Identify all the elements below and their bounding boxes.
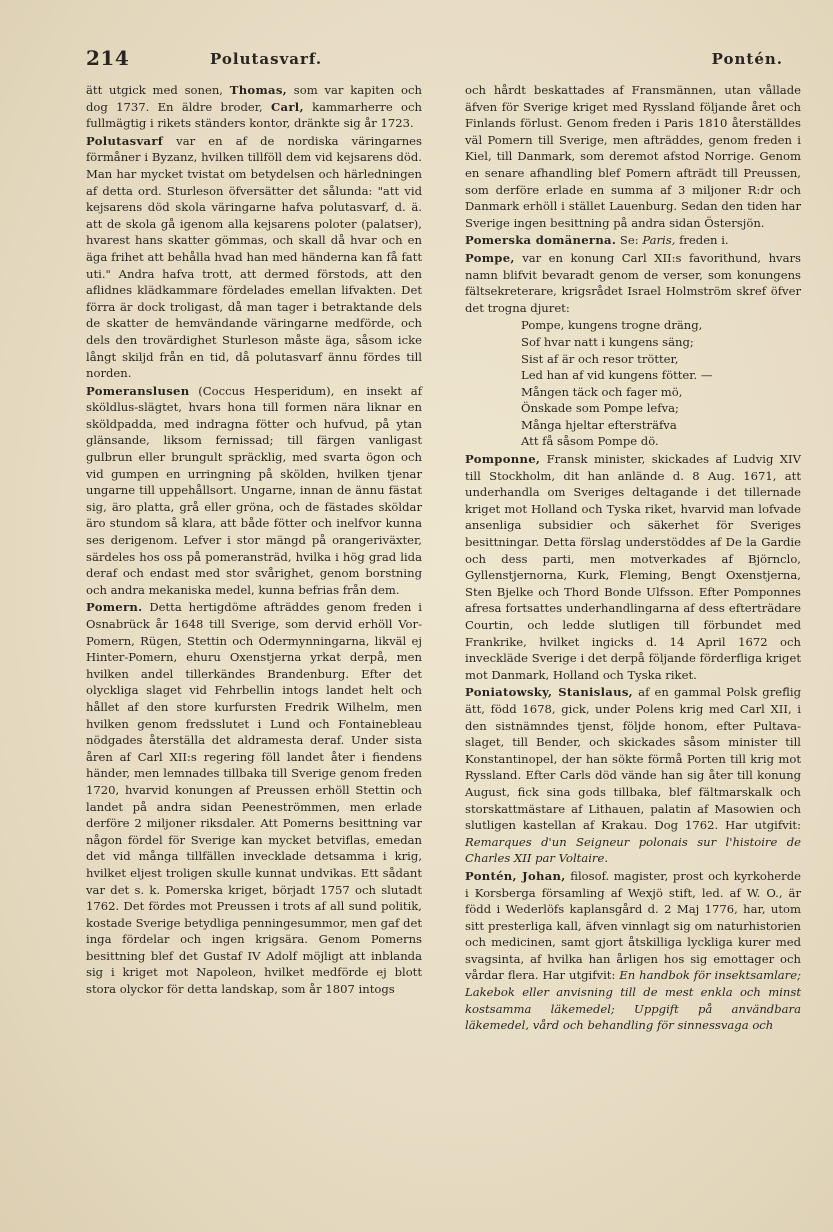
entry-text: Fransk minister, skickades af Ludvig XIV till Stockholm, dit han anlände d. 8 Aug. 1671, att underhandla om Sveriges deltagande i det tillernade kriget mot Holland och Tyska riket, hvarvid man lofvade ansenliga subsidier och säkerhet för Sveriges besittningar. Detta förslag understöddes af De la Gardie och dess parti, men motverkades af Björnclo, Gyllenstjernorna, Kurk, Fleming, Bengt Oxenstjerna, Sten Bjelke och Thord Bonde Ulfsson. Efter Pomponnes afresa fortsattes underhandlingarna af dess efterträdare Courtin, och ledde slutligen till förbundet med Frankrike, hvilket ingicks d. 14 April 1672 och inveckläde Sverige i det derpå följande förderfliga kriget mot Danmark, Holland och Tyska riket.	[465, 452, 801, 682]
poem-line: Sof hvar natt i kungens säng;	[521, 334, 694, 349]
headword: Pomern.	[86, 600, 143, 615]
entry-ponten	[465, 868, 801, 1034]
text-run: som var kapiten och dog 1737. En äldre broder,	[86, 83, 422, 114]
entry-text: var en konung Carl XII:s favorithund, hvars namn blifvit bevaradt genom de verser, som konungens fältsekreterare, krigsrådet Israel Holmström skref öfver det trogna djuret:	[465, 250, 801, 315]
running-head-right: Pontén.	[711, 50, 783, 68]
page-number: 214	[86, 46, 130, 70]
headword: Pomponne,	[465, 452, 541, 467]
poem-line: Många hjeltar eftersträfva	[521, 417, 677, 432]
columns	[86, 82, 801, 1034]
headword-name: Thomas,	[229, 83, 287, 97]
headword: Polutasvarf	[86, 133, 164, 148]
text-run: freden i.	[675, 233, 729, 248]
text-run: Se:	[616, 233, 643, 248]
entry-continuation	[86, 82, 422, 132]
entry-pomponne	[465, 451, 801, 683]
headword-name: Carl,	[271, 99, 304, 114]
poem-line: Att få såsom Pompe dö.	[521, 434, 659, 449]
book-title: Remarques d'un Seigneur polonais sur l'histoire de Charles XII par Voltaire.	[465, 834, 801, 866]
poem-line: Mången täck och fager mö,	[521, 384, 683, 399]
poem-line: Sist af är och resor trötter,	[521, 351, 679, 366]
poem	[521, 317, 801, 450]
headword: Pompe,	[465, 250, 515, 265]
poem-line: Önskade som Pompe lefva;	[521, 401, 679, 416]
page-header	[86, 46, 801, 78]
entry-polutasvarf	[86, 133, 422, 382]
headword: Pomerska domänerna.	[465, 233, 617, 248]
entry-text: var en af de nordiska väringarnes förmåner i Byzanz, hvilken tillföll dem vid kejsarens död. Man har mycket tvistat om betydelsen och härledningen af detta ord. Sturleson öfversätter det sålunda: "att vid kejsarens död skola väringarne hafva polutasvarf, d. ä. att de skola gå igenom alla kejsarens poloter (palatser), hvarest hans skatter gömmas, och skall då hvar och en äga frihet att behålla hvad han med händerna kan få fatt uti." Andra hafva trott, att dermed förstods, att den aflidnes klädkammare fördelades emellan lifvakten. Det förra är dock troligast, då man tager i betraktande dels de skatter de hemvändande väringarne medförde, och dels den trovärdighet Sturleson måste äga, såsom icke långt skiljd från en tid, då polutasvarf ännu fördes till norden.	[86, 133, 422, 381]
cross-reference: Paris,	[642, 233, 676, 248]
headword: Poniatowsky, Stanislaus,	[465, 685, 634, 700]
entry-poniatowsky	[465, 684, 801, 867]
entry-text: Detta hertigdöme afträddes genom freden i Osnabrück år 1648 till Sverige, som dervid erhöll Vor-Pomern, Rügen, Stettin och Odermynningarna, likväl ej Hinter-Pomern, ehuru Oxenstjerna yrkat derpå, men hvilken andel tillerkändes Brandenburg. Efter det olyckliga slaget vid Fehrbellin intogs landet helt och hållet af den store kurfursten Fredrik Wilhelm, men hvilken genom fredsslutet i Lund och Fontainebleau nödgades återställa det aldramesta deraf. Under sista åren af Carl XII:s regering föll landet åter i fiendens händer, men lemnades tillbaka till Sverige genom freden 1720, hvarvid konungen af Preussen erhöll Stettin och landet på andra sidan Peeneströmmen, men erlade derföre 2 miljoner riksdaler. Att Pomerns besittning var någon fördel för Sverige kan mycket betviflas, emedan det vid många tillfällen invecklade detsamma i krig, hvilket eljest troligen skulle kunnat undvikas. Ett sådant var det s. k. Pomerska kriget, börjadt 1757 och slutadt 1762. Det fördes mot Preussen i trots af all sund politik, kostade Sverige betydliga penningesummor, men gaf det inga fördelar och ingen krigsära. Genom Pomerns besittning blef det Gustaf IV Adolf möjligt att inblanda sig i kriget mot Napoleon, hvilket medförde ej blott stora olyckor för detta landskap, som år 1807 intogs	[86, 600, 422, 997]
poem-line: Led han af vid kungens fötter. —	[521, 368, 713, 383]
entry-text: af en gammal Polsk grefl̈ig ätt, född 1678, gick, under Polens krig med Carl XII, i den sistnämndes tjenst, följde honom, efter Pultava-slaget, till Bender, och skickades såsom minister till Konstantinopel, der han sökte förmå Porten till krig mot Ryssland. Efter Carls död vände han sig åter till konung August, fick sina gods tillbaka, blef fältmarskalk och storskattmästare af Lithauen, palatin af Masowien och slutligen kastellan af Krakau. Dog 1762. Har utgifvit:	[465, 685, 801, 833]
entry-pomern	[86, 599, 422, 997]
entry-text: filosof. magister, prost och kyrkoherde i Korsberga församling af Wexjö stift, led. af W. O., är född i Wederlöfs kaplansgård d. 2 Maj 1776, har, utom sitt presterliga kall, äfven vinnlagt sig om naturhistorien och medicinen, samt gjort åtskilliga lyckliga kurer med svagsinta, af hvilka han årligen hos sig emottager och vårdar flera. Har utgifvit:	[465, 868, 801, 983]
left-column	[86, 82, 422, 1034]
book-titles: En handbok för insektsamlare; Lakebok eller anvisning till de mest enkla och minst kostsamma läkemedel; Uppgift på användbara läkemedel, vård och behandling för sinnessvaga och	[465, 968, 801, 1033]
headword: Pontén, Johan,	[465, 868, 566, 883]
text-run: kammarherre och fullmägtig i rikets ständers kontor, dränkte sig år 1723.	[86, 99, 423, 131]
entry-pomeranslusen	[86, 383, 422, 599]
text-run: ätt utgick med sonen,	[86, 83, 230, 97]
poem-line: Pompe, kungens trogne dräng,	[521, 318, 703, 333]
entry-continuation: och hårdt beskattades af Fransmännen, utan vållade äfven för Sverige kriget med Ryssland följande året och Finlands förlust. Genom freden i Paris 1810 återställdes väl Pomern till Sverige, men afträddes, genom freden i Kiel, till Danmark, som deremot afstod Norrige. Genom en senare afhandling blef Pomern afträdt till Preussen, som derföre erlade en summa af 3 miljoner R:dr och Danmark erhöll i stället Lauenburg. Sedan den tiden har Sverige ingen besittning på andra sidan Östersjön.	[465, 83, 801, 230]
entry-pomerska-domanerna	[465, 232, 801, 249]
headword: Pomeranslusen	[86, 383, 190, 398]
entry-text: (Coccus Hesperidum), en insekt af sköldlus-slägtet, hvars hona till formen nära liknar en sköldpadda, med indragna fötter och hufvud, på ytan glänsande, liksom fernissad; till färgen vanligast gulbrun eller brungult spräcklig, med svarta ögon och vid gumpen en urringning på skölden, hvilken tjenar ungarne till uppehållsort. Ungarne, innan de ännu fästat sig, äro platta, grå eller gröna, och de fästades sköldar äro stundom så klara, att både fötter och inelfvor kunna ses derigenom. Lefver i stor mängd på orangeriväxter, särdeles hos oss på pomeransträd, hvilka i hög grad lida deraf och endast med stor svårighet, genom borstning och andra mekaniska medel, kunna befrias från dem.	[86, 383, 422, 597]
running-head-left: Polutasvarf.	[210, 50, 323, 68]
right-column	[465, 82, 801, 1034]
entry-pompe	[465, 250, 801, 316]
